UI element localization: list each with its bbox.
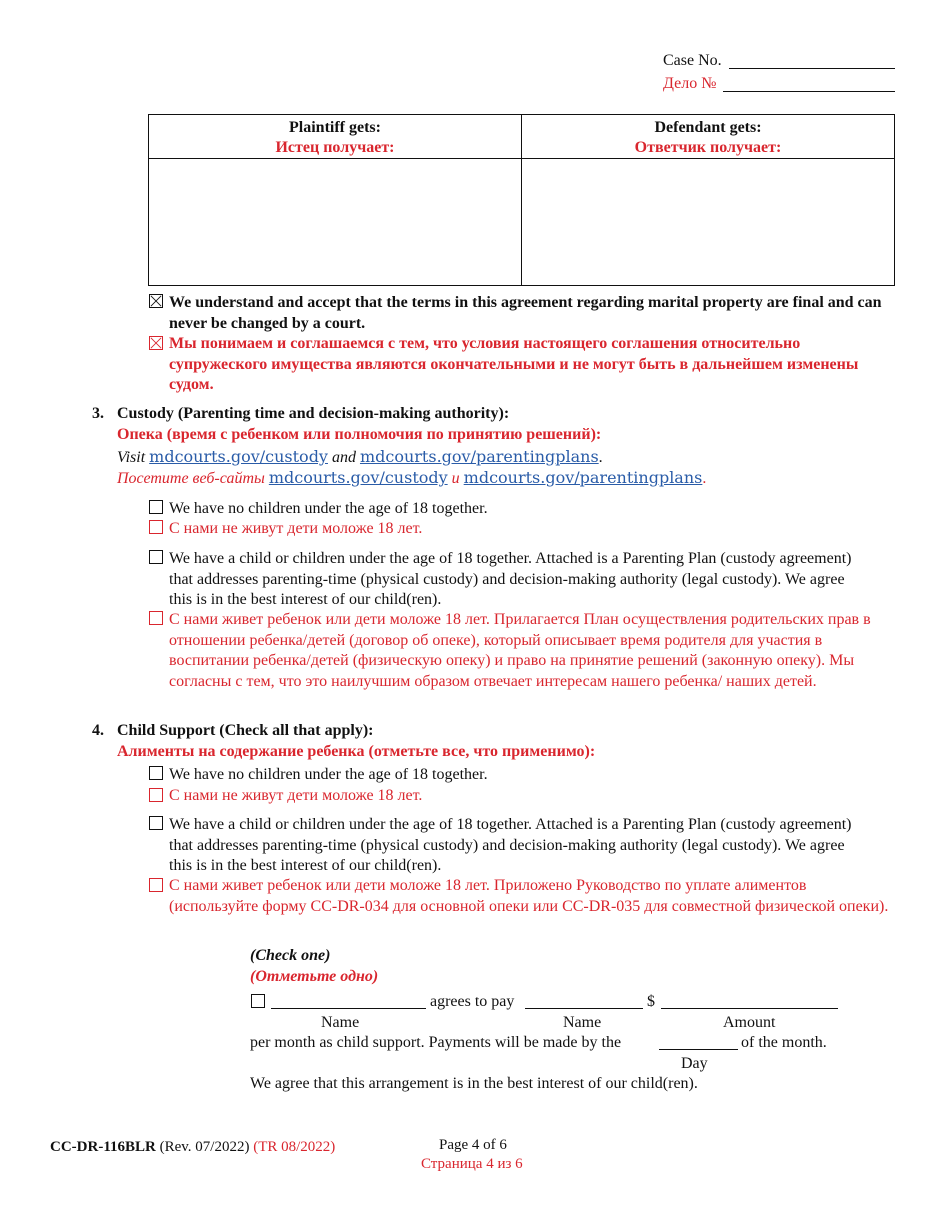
payer-name-field[interactable]	[271, 993, 426, 1009]
support-children-text: We have a child or children under the age of 18 together. Attached is a Parenting Plan (custody agreement) that addresses parenting-time (physical custody) and decision-making authority (legal custody). We agree this is in the best interest of our child(ren).	[169, 816, 852, 874]
support-no-children-checkbox[interactable]	[149, 766, 163, 780]
per-month-text: per month as child support. Payments will be made by the	[250, 1034, 622, 1051]
custody-link-ru[interactable]: mdcourts.gov/custody	[268, 468, 448, 487]
plaintiff-header: Plaintiff gets: Истец получает:	[149, 115, 522, 159]
section3-title: Custody (Parenting time and decision-making authority):	[117, 405, 510, 422]
section4-title-ru: Алименты на содержание ребенка (отметьте все, что применимо):	[117, 743, 596, 760]
section3-title-ru: Опека (время с ребенком или полномочия по принятию решений):	[117, 426, 602, 443]
defendant-gets-cell[interactable]	[522, 159, 895, 286]
custody-children-checkbox-ru	[149, 611, 163, 625]
custody-no-children-text: We have no children under the age of 18 together.	[169, 500, 488, 517]
custody-children-text: We have a child or children under the age of 18 together. Attached is a Parenting Plan (custody agreement) that addresses parenting-time (physical custody) and decision-making authority (legal custody). We agree this is in the best interest of our child(ren).	[169, 550, 852, 608]
custody-link[interactable]: mdcourts.gov/custody	[149, 447, 328, 466]
agrees-to-pay-text: agrees to pay	[430, 993, 515, 1010]
parentingplans-link-ru[interactable]: mdcourts.gov/parentingplans	[463, 468, 703, 487]
custody-children-checkbox[interactable]	[149, 550, 163, 564]
payee-name-field[interactable]	[525, 993, 643, 1009]
footer-page-ru: Страница 4 из 6	[421, 1156, 523, 1172]
custody-no-children-text-ru: С нами не живут дети моложе 18 лет.	[169, 520, 423, 537]
support-no-children-text: We have no children under the age of 18 together.	[169, 766, 488, 783]
case-number-field[interactable]	[729, 53, 895, 69]
defendant-header: Defendant gets: Ответчик получает:	[522, 115, 895, 159]
custody-children-text-ru: С нами живет ребенок или дети моложе 18 лет. Прилагается План осуществления родительских прав в отношении ребенка/детей (договор об опеке), который описывает время родителя для участия в воспитании ребенка/детей (физическую опеку) и право на принятие решений (законную опеку). Мы согласны с тем, что это наилучшим образом отвечает интересам нашего ребенка/ наших детей.	[169, 611, 871, 690]
section4-title: Child Support (Check all that apply):	[117, 722, 374, 739]
marital-ack-checkbox-ru	[149, 336, 163, 350]
payee-name-caption: Name	[563, 1014, 602, 1031]
dollar-sign: $	[647, 993, 655, 1010]
parentingplans-link[interactable]: mdcourts.gov/parentingplans	[359, 447, 599, 466]
plaintiff-gets-cell[interactable]	[149, 159, 522, 286]
payer-name-caption: Name	[321, 1014, 360, 1031]
footer-page: Page 4 of 6	[439, 1137, 507, 1153]
payment-day-field[interactable]	[659, 1034, 738, 1050]
amount-field[interactable]	[661, 993, 838, 1009]
marital-ack-text: We understand and accept that the terms in this agreement regarding marital property are final and can never be changed by a court.	[169, 294, 882, 332]
footer-form-id: CC-DR-116BLR (Rev. 07/2022) (TR 08/2022)	[50, 1139, 336, 1155]
section4-number: 4.	[92, 722, 104, 739]
support-children-checkbox-ru	[149, 878, 163, 892]
check-one-label-ru: (Отметьте одно)	[250, 968, 379, 985]
section3-visit-line: Visit mdcourts.gov/custody and mdcourts.gov/parentingplans.	[117, 447, 603, 466]
support-no-children-text-ru: С нами не живут дети моложе 18 лет.	[169, 787, 423, 804]
section3-number: 3.	[92, 405, 104, 422]
custody-no-children-checkbox-ru	[149, 520, 163, 534]
case-number-field-ru	[723, 76, 895, 92]
child-support-payment-checkbox[interactable]	[251, 994, 265, 1008]
day-caption: Day	[681, 1055, 708, 1072]
custody-no-children-checkbox[interactable]	[149, 500, 163, 514]
support-no-children-checkbox-ru	[149, 788, 163, 802]
of-month-text: of the month.	[741, 1034, 827, 1051]
agree-best-interest-text: We agree that this arrangement is in the best interest of our child(ren).	[250, 1075, 698, 1092]
property-division-table	[148, 114, 895, 286]
case-number-label-ru: Дело №	[663, 75, 717, 92]
support-children-checkbox[interactable]	[149, 816, 163, 830]
marital-ack-checkbox[interactable]	[149, 294, 163, 308]
amount-caption: Amount	[723, 1014, 776, 1031]
support-children-text-ru: С нами живет ребенок или дети моложе 18 лет. Приложено Руководство по уплате алиментов (используйте форму CC-DR-034 для основной опеки или CC-DR-035 для совместной физической опеки).	[169, 877, 889, 915]
case-number-label: Case No.	[663, 52, 722, 69]
section3-visit-line-ru: Посетите веб-сайты mdcourts.gov/custody и mdcourts.gov/parentingplans.	[117, 468, 707, 487]
marital-ack-text-ru: Мы понимаем и соглашаемся с тем, что условия настоящего соглашения относительно супружеского имущества являются окончательными и не могут быть в дальнейшем изменены судом.	[169, 335, 859, 393]
check-one-label: (Check one)	[250, 947, 331, 964]
